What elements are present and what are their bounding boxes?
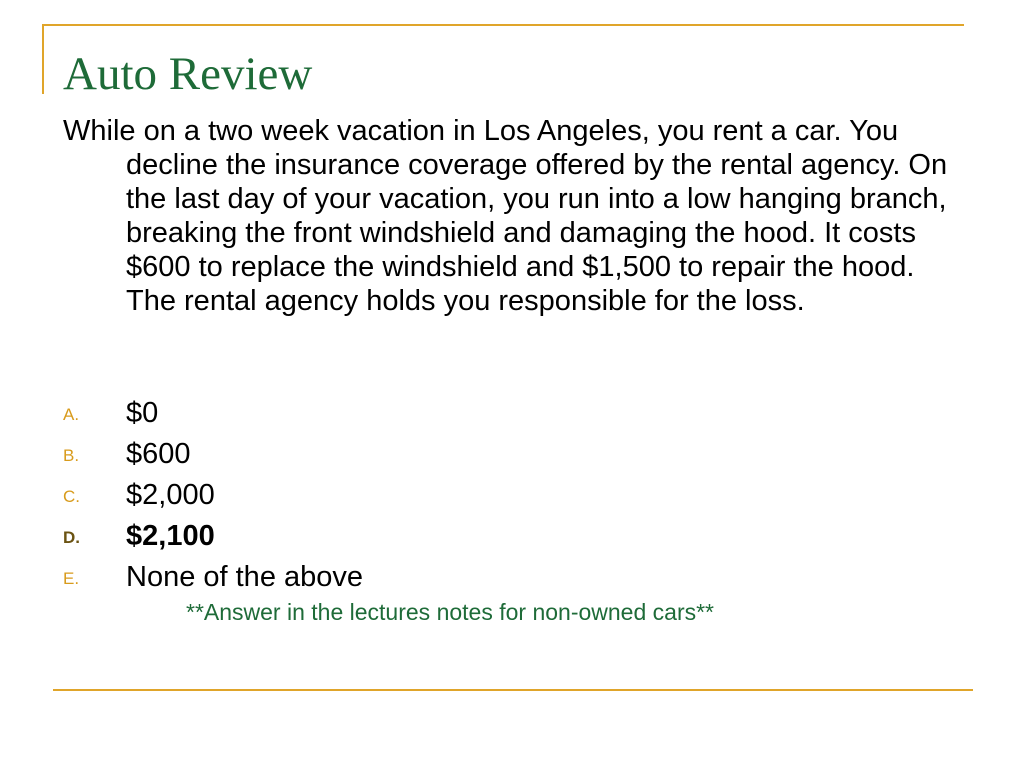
option-e-text: None of the above — [126, 561, 364, 593]
frame-left-rule — [42, 24, 44, 94]
option-b-letter: B. — [63, 446, 80, 465]
option-b-text: $600 — [126, 438, 191, 470]
option-a-text: $0 — [126, 397, 159, 429]
option-c-letter: C. — [63, 487, 80, 506]
question-text: While on a two week vacation in Los Angeles, you rent a car. You decline the insurance coverage offered by the rental agency. On the last day of your vacation, you run into a low hanging branch, breaking the front windshield and damaging the hood. It costs $600 to replace the windshield and $1,500 to repair the hood. The rental agency holds you responsible for the loss. — [63, 115, 948, 317]
option-c-text: $2,000 — [126, 479, 215, 511]
option-a-letter: A. — [63, 405, 80, 424]
frame-top-rule — [42, 24, 964, 26]
frame-bottom-rule — [53, 689, 973, 691]
option-e-letter: E. — [63, 569, 80, 588]
option-d-letter: D. — [63, 528, 80, 547]
answer-note: **Answer in the lectures notes for non-owned cars** — [186, 599, 715, 625]
option-d-text: $2,100 — [126, 520, 215, 552]
slide-title: Auto Review — [63, 48, 313, 100]
